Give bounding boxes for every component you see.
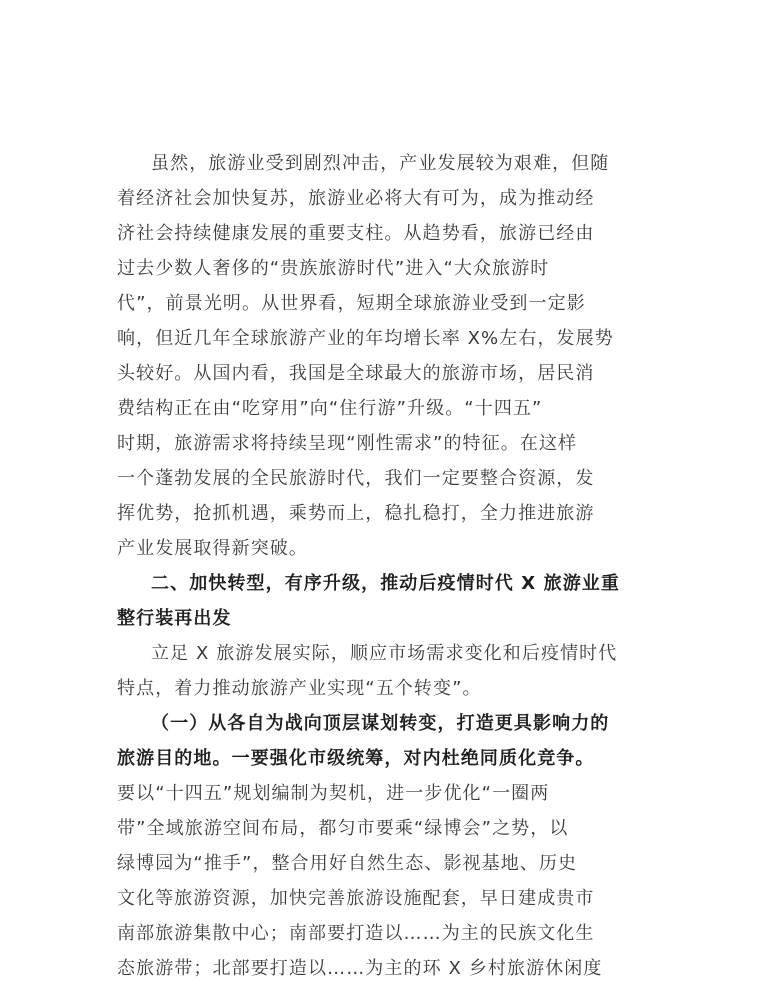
section-heading: 整行装再出发 [117,608,232,629]
text-line: 着经济社会加快复苏，旅游业必将大有可为，成为推动经 [117,188,595,209]
section-heading: 二、加快转型，有序升级，推动后疫情时代 X 旅游业重 [151,573,621,594]
text-line: 代”，前景光明。从世界看，短期全球旅游业受到一定影 [117,293,586,314]
text-line: 费结构正在由“吃穿用”向“住行游”升级。“十四五” [117,398,543,419]
text-line: 要以“十四五”规划编制为契机，进一步优化“一圈两 [117,783,550,804]
text-line: 头较好。从国内看，我国是全球最大的旅游市场，居民消 [117,363,595,384]
text-line: 过去少数人奢侈的“贵族旅游时代”进入“大众旅游时 [117,258,550,279]
text-line: 南部旅游集散中心；南部要打造以……为主的民族文化生 [117,923,595,944]
text-line: 文化等旅游资源，加快完善旅游设施配套，早日建成贵市 [117,888,595,909]
text-line: 产业发展取得新突破。 [117,538,308,559]
text-line: 带”全域旅游空间布局，都匀市要乘“绿博会”之势，以 [117,818,569,839]
text-line: 济社会持续健康发展的重要支柱。从趋势看，旅游已经由 [117,223,595,244]
text-line: 一个蓬勃发展的全民旅游时代，我们一定要整合资源，发 [117,468,595,489]
subsection-heading: 旅游目的地。一要强化市级统筹，对内杜绝同质化竞争。 [117,748,595,769]
text-line: 绿博园为“推手”，整合用好自然生态、影视基地、历史 [117,853,578,874]
text-line: 虽然，旅游业受到剧烈冲击，产业发展较为艰难，但随 [151,153,610,174]
text-line: 特点，着力推动旅游产业实现“五个转变”。 [117,678,482,699]
text-line: 立足 X 旅游发展实际，顺应市场需求变化和后疫情时代 [151,643,618,664]
text-line: 态旅游带；北部要打造以……为主的环 X 乡村旅游休闲度 [117,958,603,979]
subsection-heading: （一）从各自为战向顶层谋划转变，打造更具影响力的 [151,713,610,734]
text-line: 响，但近几年全球旅游产业的年均增长率 X%左右，发展势 [117,328,614,349]
text-line: 挥优势，抢抓机遇，乘势而上，稳扎稳打，全力推进旅游 [117,503,595,524]
text-line: 时期，旅游需求将持续呈现“刚性需求”的特征。在这样 [117,433,578,454]
